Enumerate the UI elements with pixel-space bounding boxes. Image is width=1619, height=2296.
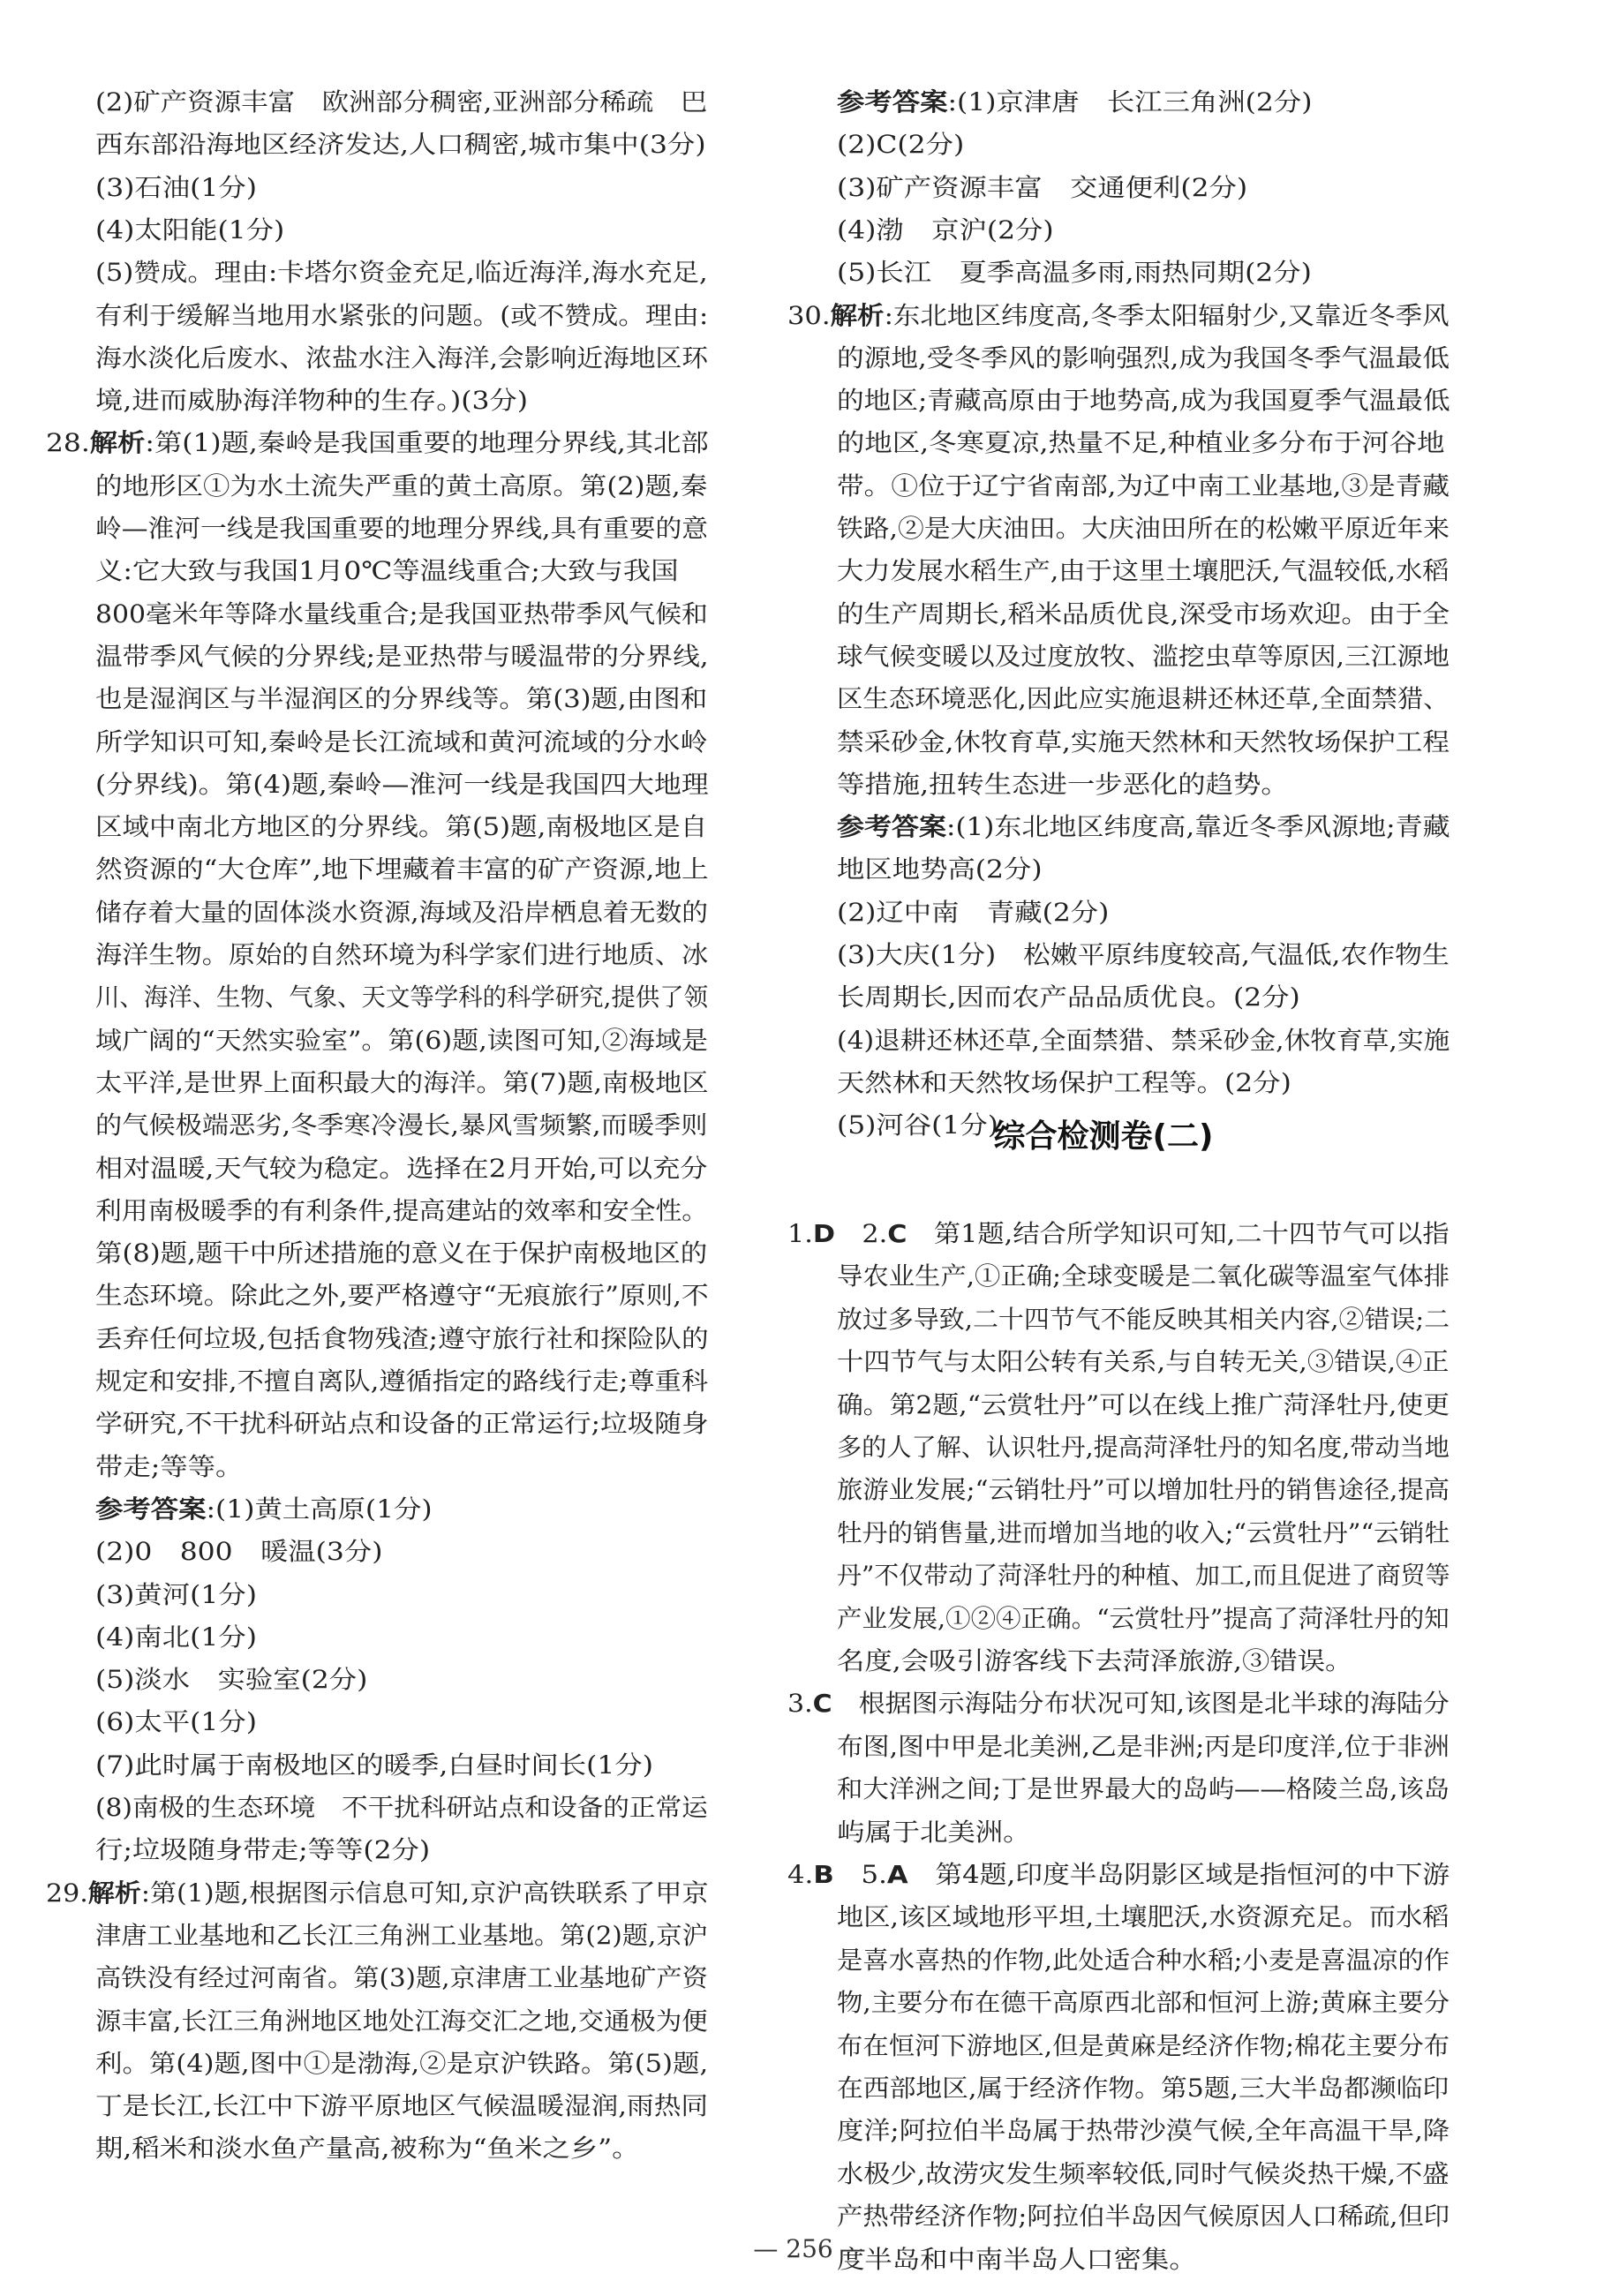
line-text: 源丰富,长江三角洲地区地处江海交汇之地,交通极为便 — [95, 2006, 708, 2036]
line-text: 所学知识可知,秦岭是长江流域和黄河流域的分水岭 — [95, 726, 708, 757]
text-line — [95, 1659, 367, 1701]
text-line — [95, 1360, 708, 1403]
text-line — [837, 976, 1300, 1019]
text-line — [95, 380, 528, 422]
bold-label: C — [812, 1689, 832, 1719]
line-text: 是喜水喜热的作物,此处适合种水稻;小麦是喜温凉的作 — [837, 1945, 1450, 1975]
line-text: 相对温暖,天气较为稳定。选择在2月开始,可以充分 — [95, 1153, 708, 1183]
text-line — [95, 124, 706, 166]
bold-label: 解析 — [87, 1878, 141, 1908]
question-number: 2. — [835, 1219, 888, 1248]
text-line — [837, 380, 1450, 422]
line-text: 储存着大量的固体淡水资源,海域及沿岸栖息着无数的 — [95, 897, 709, 927]
text-line — [837, 1811, 1031, 1854]
text-line — [95, 337, 708, 380]
text-line — [95, 806, 707, 848]
line-text: 丢弃任何垃圾,包括食物残渣;遵守旅行社和探险队的 — [95, 1323, 709, 1353]
line-text: 和大洋洲之间;丁是世界最大的岛屿——格陵兰岛,该岛 — [837, 1774, 1450, 1804]
text-line — [787, 1682, 1450, 1725]
text-line — [95, 1062, 709, 1104]
bold-label: 解析 — [89, 428, 146, 458]
line-text: 利用南极暖季的有利条件,提高建站的效率和安全性。 — [95, 1195, 709, 1225]
text-line — [95, 1701, 257, 1743]
line-text: 区生态环境恶化,因此应实施退耕还林还草,全面禁猎、 — [837, 684, 1450, 714]
text-line — [837, 593, 1450, 636]
line-text: 区域中南北方地区的分界线。第(5)题,南极地区是自 — [95, 812, 708, 842]
text-line — [837, 1299, 1450, 1341]
line-text: (5)赞成。理由:卡塔尔资金充足,临近海洋,海水充足, — [95, 258, 708, 288]
text-line — [837, 1469, 1450, 1511]
text-line — [95, 295, 708, 337]
line-text: (5)淡水 实验室(2分) — [95, 1665, 368, 1695]
line-text: 十四节气与太阳公转有关系,与自转无关,③错误,④正 — [837, 1347, 1450, 1377]
text-line — [837, 1255, 1450, 1298]
text-line — [837, 1341, 1449, 1383]
bold-label: C — [887, 1219, 907, 1248]
question-number: 4. — [787, 1860, 814, 1889]
text-line — [837, 1555, 1450, 1597]
line-text: 太平洋,是世界上面积最大的海洋。第(7)题,南极地区 — [95, 1067, 709, 1097]
line-text: 度洋;阿拉伯半岛属于热带沙漠气候,全年高温干旱,降 — [837, 2116, 1450, 2146]
line-text: 有利于缓解当地用水紧张的问题。(或不赞成。理由: — [95, 300, 709, 330]
line-text: (4)渤 京沪(2分) — [837, 215, 1054, 245]
text-line — [95, 1318, 709, 1360]
text-line — [95, 1020, 708, 1062]
text-line — [95, 2085, 708, 2127]
question-number: 29. — [46, 1878, 88, 1908]
text-line — [95, 1446, 243, 1488]
text-line — [837, 848, 1043, 891]
text-line — [837, 1726, 1450, 1768]
line-text: 利。第(4)题,图中①是渤海,②是京沪铁路。第(5)题, — [95, 2048, 709, 2078]
line-text: 在西部地区,属于经济作物。第5题,三大半岛都濒临印 — [837, 2074, 1450, 2103]
text-line — [95, 2000, 708, 2043]
text-line — [95, 1488, 433, 1531]
line-text: 牡丹的销售量,进而增加当地的收入;“云赏牡丹”“云销牡 — [837, 1517, 1450, 1547]
text-line — [95, 2127, 639, 2170]
line-text: 第1题,结合所学知识可知,二十四节气可以指 — [907, 1219, 1450, 1248]
line-text: 地区,该区域地形平坦,土壤肥沃,水资源充足。而水稻 — [837, 1902, 1450, 1932]
line-text: 域广阔的“天然实验室”。第(6)题,读图可知,②海域是 — [95, 1025, 708, 1055]
text-line — [787, 1854, 1450, 1896]
text-line — [95, 2043, 708, 2085]
text-line — [837, 2067, 1449, 2110]
line-text: (3)大庆(1分) 松嫩平原纬度较高,气温低,农作物生 — [837, 940, 1450, 969]
text-line — [837, 1384, 1450, 1427]
line-text: 带。①位于辽宁省南部,为辽中南工业基地,③是青藏 — [837, 470, 1450, 501]
line-text: 第(8)题,题干中所述措施的意义在于保护南极地区的 — [95, 1238, 708, 1268]
text-line — [95, 252, 708, 294]
text-line — [837, 252, 1312, 294]
line-text: 球气候变暖以及过度放牧、滥挖虫草等原因,三江源地 — [837, 641, 1450, 671]
text-line — [837, 678, 1450, 720]
line-text: :第(1)题,秦岭是我国重要的地理分界线,其北部 — [145, 428, 709, 458]
text-line — [837, 124, 964, 166]
line-text: 度半岛和中南半岛人口密集。 — [837, 2244, 1197, 2274]
text-line — [837, 1020, 1450, 1062]
line-text: 义:它大致与我国1月0℃等温线重合;大致与我国 — [95, 556, 679, 586]
text-line — [95, 892, 708, 934]
line-text: 学研究,不干扰科研站点和设备的正常运行;垃圾随身 — [95, 1409, 709, 1439]
line-text: 丁是长江,长江中下游平原地区气候温暖湿润,雨热同 — [95, 2091, 709, 2121]
line-text: 天然林和天然牧场保护工程等。(2分) — [837, 1067, 1291, 1097]
line-text: 地区地势高(2分) — [837, 854, 1043, 885]
line-text: (3)矿产资源丰富 交通便利(2分) — [837, 172, 1248, 202]
text-line — [837, 721, 1450, 764]
text-line — [95, 209, 284, 252]
text-line — [837, 1939, 1450, 1982]
text-line — [95, 976, 708, 1019]
line-text: 西东部沿海地区经济发达,人口稠密,城市集中(3分) — [95, 130, 706, 160]
question-number: 5. — [833, 1860, 887, 1889]
line-text: :第(1)题,根据图示信息可知,京沪高铁联系了甲京 — [140, 1878, 709, 1908]
text-line — [837, 1982, 1450, 2024]
text-line — [95, 1104, 707, 1147]
line-text: 带走;等等。 — [95, 1451, 244, 1481]
bold-label: 参考答案 — [837, 812, 947, 842]
line-text: (5)长江 夏季高温多雨,雨热同期(2分) — [837, 258, 1312, 288]
text-line — [95, 1574, 257, 1616]
line-text: 800毫米年等降水量线重合;是我国亚热带季风气候和 — [95, 598, 708, 629]
line-text: 的源地,受冬季风的影响强烈,成为我国冬季气温最低 — [837, 343, 1450, 373]
text-line — [787, 1213, 1450, 1255]
question-number: 28. — [46, 428, 90, 458]
line-text: (分界线)。第(4)题,秦岭—淮河一线是我国四大地理 — [95, 769, 709, 799]
text-line — [95, 593, 708, 636]
line-text: 产业发展,①②④正确。“云赏牡丹”提高了菏泽牡丹的知 — [837, 1603, 1450, 1633]
line-text: 岭—淮河一线是我国重要的地理分界线,具有重要的意 — [95, 514, 709, 543]
line-text: 布在恒河下游地区,但是黄麻是经济作物;棉花主要分布 — [837, 2030, 1450, 2060]
line-text: (5)河谷(1分) — [837, 1110, 998, 1140]
text-line — [837, 892, 1109, 934]
text-line — [95, 721, 708, 764]
line-text: 第4题,印度半岛阴影区域是指恒河的中下游 — [907, 1860, 1450, 1889]
question-number: 3. — [787, 1689, 813, 1719]
text-line — [95, 1232, 707, 1275]
line-text: 津唐工业基地和乙长江三角洲工业基地。第(2)题,京沪 — [95, 1920, 708, 1950]
line-text: 根据图示海陆分布状况可知,该图是北半球的海陆分 — [832, 1689, 1450, 1719]
line-text: 规定和安排,不擅自离队,遵循指定的路线行走;尊重科 — [95, 1366, 709, 1396]
text-line — [837, 209, 1054, 252]
line-text: 产热带经济作物;阿拉伯半岛因气候原因人口稀疏,但印 — [837, 2202, 1450, 2232]
text-line — [95, 550, 679, 592]
text-line — [837, 465, 1450, 508]
line-text: (4)退耕还林还草,全面禁猎、禁采砂金,休牧育草,实施 — [837, 1025, 1450, 1055]
line-text: 铁路,②是大庆油田。大庆油田所在的松嫩平原近年来 — [837, 514, 1450, 543]
bold-label: B — [813, 1860, 834, 1889]
line-text: :(1)黄土高原(1分) — [206, 1494, 433, 1524]
line-text: 的地形区①为水土流失严重的黄土高原。第(2)题,秦 — [95, 470, 708, 501]
text-line — [95, 1190, 708, 1232]
line-text: 高铁没有经过河南省。第(3)题,京津唐工业基地矿产资 — [95, 1963, 708, 1993]
text-line — [95, 1148, 707, 1190]
text-line — [95, 1403, 709, 1445]
line-text: (2)C(2分) — [837, 130, 965, 160]
text-line — [95, 934, 708, 976]
text-line — [837, 337, 1450, 380]
line-text: (7)此时属于南极地区的暖季,白昼时间长(1分) — [95, 1750, 653, 1780]
line-text: (4)南北(1分) — [95, 1622, 257, 1652]
text-line — [95, 1829, 430, 1871]
line-text: 生态环境。除此之外,要严格遵守“无痕旅行”原则,不 — [95, 1281, 709, 1311]
line-text: 旅游业发展;“云销牡丹”可以增加牡丹的销售途径,提高 — [837, 1475, 1450, 1505]
line-text: 的地区;青藏高原由于地势高,成为我国夏季气温最低 — [837, 386, 1450, 416]
text-line — [837, 2153, 1449, 2195]
text-line — [837, 1062, 1291, 1104]
line-text: 丹”不仅带动了菏泽牡丹的种植、加工,而且促进了商贸等 — [837, 1561, 1450, 1591]
line-text: (2)矿产资源丰富 欧洲部分稠密,亚洲部分稀疏 巴 — [95, 87, 708, 117]
text-line — [46, 422, 709, 464]
text-line — [95, 167, 257, 209]
text-line — [837, 81, 1312, 124]
text-line — [95, 1787, 708, 1829]
text-line — [95, 764, 709, 806]
line-text: 大力发展水稻生产,由于这里土壤肥沃,气温较低,水稻 — [837, 556, 1450, 586]
bold-label: 参考答案 — [95, 1494, 207, 1524]
section-title: 综合检测卷(二) — [993, 1118, 1214, 1155]
text-line — [837, 1512, 1450, 1555]
question-number: 30. — [787, 300, 831, 330]
bold-label: D — [812, 1219, 836, 1248]
text-line — [837, 764, 1289, 806]
line-text: 川、海洋、生物、气象、天文等学科的科学研究,提供了领 — [95, 982, 709, 1012]
line-text: 也是湿润区与半湿润区的分界线等。第(3)题,由图和 — [95, 684, 708, 714]
line-text: 行;垃圾随身带走;等等(2分) — [95, 1835, 431, 1865]
line-text: (4)太阳能(1分) — [95, 215, 285, 245]
bold-label: 解析 — [830, 300, 885, 330]
line-text: 的地区,冬寒夏凉,热量不足,种植业多分布于河谷地 — [837, 428, 1445, 458]
text-line — [837, 1427, 1450, 1469]
text-line — [837, 1768, 1450, 1810]
text-line — [95, 678, 707, 720]
line-text: 的气候极端恶劣,冬季寒冷漫长,暴风雪频繁,而暖季则 — [95, 1110, 708, 1140]
line-text: (2)辽中南 青藏(2分) — [837, 897, 1110, 927]
line-text: 水极少,故涝灾发生频率较低,同时气候炎热干燥,不盛 — [837, 2158, 1450, 2188]
line-text: 然资源的“大仓库”,地下埋藏着丰富的矿产资源,地上 — [95, 854, 709, 885]
line-text: 多的人了解、认识牡丹,提高菏泽牡丹的知名度,带动当地 — [837, 1433, 1450, 1462]
line-text: 禁采砂金,休牧育草,实施天然林和天然牧场保护工程 — [837, 726, 1450, 757]
text-line — [837, 934, 1450, 976]
text-line — [837, 1598, 1450, 1640]
text-line — [95, 81, 707, 124]
line-text: 海洋生物。原始的自然环境为科学家们进行地质、冰 — [95, 940, 709, 969]
text-line — [837, 1640, 1352, 1682]
text-line — [95, 508, 708, 550]
text-line — [837, 167, 1247, 209]
bold-label: A — [886, 1860, 908, 1889]
line-text: (3)黄河(1分) — [95, 1579, 257, 1609]
text-line — [95, 636, 709, 678]
line-text: 长周期长,因而农产品品质优良。(2分) — [837, 982, 1300, 1012]
text-line — [837, 2025, 1450, 2067]
question-number: 1. — [787, 1219, 813, 1248]
line-text: 海水淡化后废水、浓盐水注入海洋,会影响近海地区环 — [95, 343, 709, 373]
line-text: 导农业生产,①正确;全球变暖是二氧化碳等温室气体排 — [837, 1261, 1450, 1291]
line-text: 境,进而威胁海洋物种的生存。)(3分) — [95, 386, 528, 416]
text-line — [95, 1915, 708, 1957]
line-text: :(1)京津唐 长江三角洲(2分) — [947, 87, 1313, 117]
text-line — [837, 806, 1450, 848]
text-line — [837, 422, 1444, 464]
line-text: 期,稻米和淡水鱼产量高,被称为“鱼米之乡”。 — [95, 2134, 640, 2164]
line-text: 确。第2题,“云赏牡丹”可以在线上推广菏泽牡丹,使更 — [837, 1389, 1450, 1419]
text-line — [95, 1616, 257, 1659]
line-text: 放过多导致,二十四节气不能反映其相关内容,②错误;二 — [837, 1304, 1450, 1334]
line-text: :(1)东北地区纬度高,靠近冬季风源地;青藏 — [946, 812, 1450, 842]
text-line — [95, 1744, 653, 1787]
text-line — [837, 2110, 1450, 2152]
line-text: (3)石油(1分) — [95, 172, 257, 202]
line-text: (2)0 800 暖温(3分) — [95, 1537, 383, 1567]
text-line — [787, 295, 1450, 337]
line-text: (6)太平(1分) — [95, 1707, 257, 1737]
line-text: 温带季风气候的分界线;是亚热带与暖温带的分界线, — [95, 641, 709, 671]
text-line — [95, 1531, 382, 1573]
text-line — [837, 636, 1450, 678]
line-text: 屿属于北美洲。 — [837, 1817, 1031, 1847]
line-text: 物,主要分布在德干高原西北部和恒河上游;黄麻主要分 — [837, 1988, 1450, 2018]
text-line — [95, 848, 709, 891]
text-line — [837, 1896, 1449, 1938]
text-line — [95, 1957, 708, 1999]
page-number: — 256 — — [753, 2234, 866, 2263]
line-text: 等措施,扭转生态进一步恶化的趋势。 — [837, 769, 1289, 799]
text-line — [46, 1872, 709, 1915]
line-text: 的生产周期长,稻米品质优良,深受市场欢迎。由于全 — [837, 598, 1450, 629]
text-line — [95, 465, 707, 508]
text-line — [837, 550, 1449, 592]
text-line — [95, 1275, 709, 1317]
line-text: 布图,图中甲是北美洲,乙是非洲;丙是印度洋,位于非洲 — [837, 1731, 1450, 1761]
line-text: 名度,会吸引游客线下去菏泽旅游,③错误。 — [837, 1646, 1353, 1675]
line-text: :东北地区纬度高,冬季太阳辐射少,又靠近冬季风 — [884, 300, 1450, 330]
text-line — [837, 508, 1450, 550]
line-text: (8)南极的生态环境 不干扰科研站点和设备的正常运 — [95, 1793, 708, 1822]
bold-label: 参考答案 — [837, 87, 948, 117]
